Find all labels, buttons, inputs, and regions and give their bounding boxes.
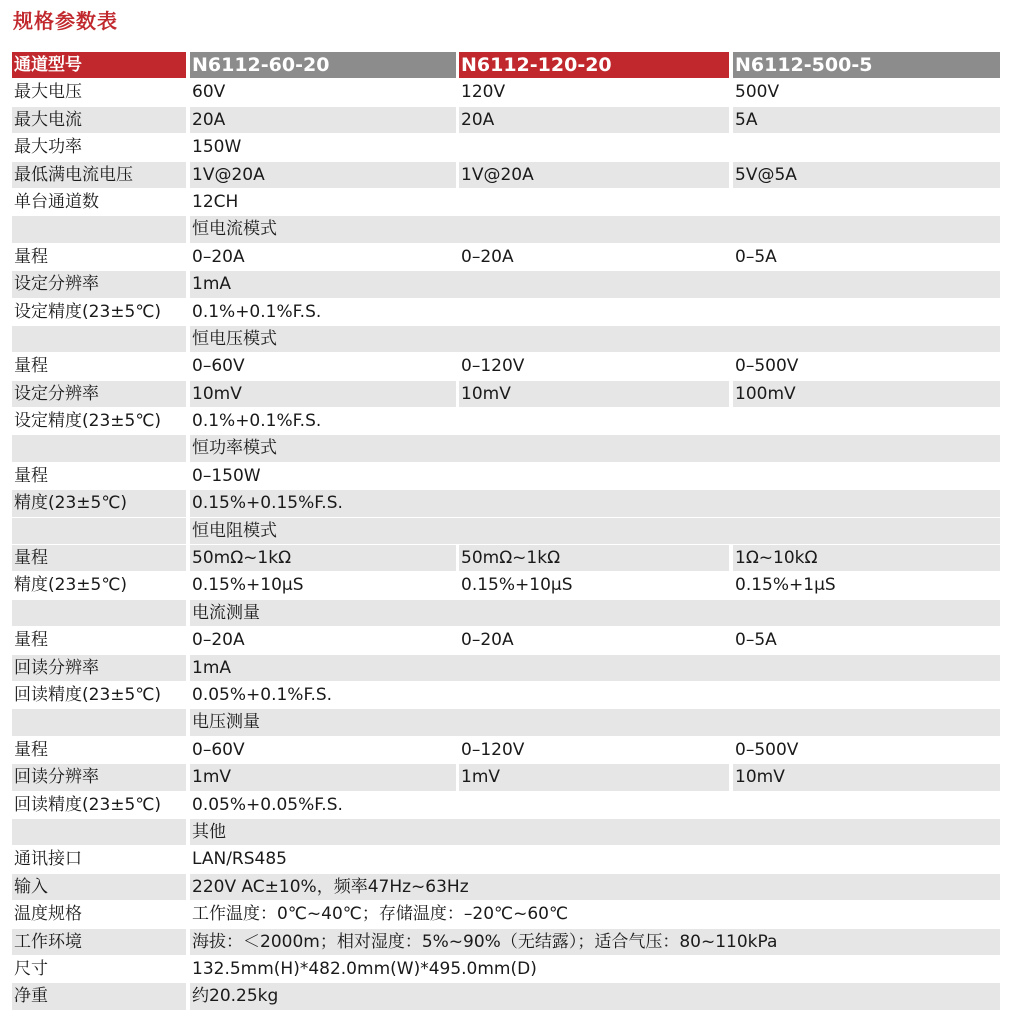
- row-value-model-2: 1V@20A: [459, 162, 729, 188]
- row-value-model-1: 0.15%+10μS: [192, 575, 304, 596]
- row-label: 设定分辨率: [12, 271, 186, 297]
- row-value-model-1: 50mΩ~1kΩ: [190, 545, 456, 571]
- row-label: 最大电流: [12, 107, 186, 133]
- row-value-model-2: 0–20A: [461, 246, 514, 267]
- row-value-all-models: 12CH: [192, 191, 239, 212]
- row-value-model-2: 0–20A: [461, 630, 514, 651]
- table-row: [12, 107, 1000, 134]
- page-title: 规格参数表: [13, 9, 118, 33]
- row-label: 最低满电流电压: [12, 162, 186, 188]
- section-row: [12, 326, 1000, 353]
- row-value-all-models: 0–150W: [192, 465, 261, 486]
- row-label: 量程: [14, 739, 48, 760]
- row-value-model-3: 5A: [733, 107, 1000, 133]
- row-value-all-models: 0.05%+0.1%F.S.: [192, 684, 333, 705]
- row-label: 工作环境: [12, 929, 186, 955]
- row-value-model-1: 1mV: [190, 764, 456, 790]
- row-value-model-2: 1mV: [459, 764, 729, 790]
- row-value-model-1: 0–20A: [192, 246, 245, 267]
- row-label: 最大功率: [14, 137, 82, 158]
- row-value-model-2: 10mV: [459, 381, 729, 407]
- section-title: 恒功率模式: [190, 435, 1000, 461]
- table-row: [12, 134, 1000, 161]
- row-value-model-1: 0–60V: [192, 739, 245, 760]
- table-row: [12, 792, 1000, 819]
- table-row: [12, 572, 1000, 599]
- table-row: [12, 929, 1000, 956]
- table-row: [12, 764, 1000, 791]
- spec-table: [12, 52, 1000, 1011]
- table-row: [12, 271, 1000, 298]
- table-row: [12, 463, 1000, 490]
- row-label: 回读分辨率: [12, 655, 186, 681]
- row-value-model-1: 20A: [190, 107, 456, 133]
- row-label: 通讯接口: [14, 849, 82, 870]
- row-value-model-3: 0–5A: [735, 246, 777, 267]
- row-value-model-3: 0.15%+1μS: [735, 575, 836, 596]
- row-value-model-1: 0–60V: [192, 356, 245, 377]
- table-row: [12, 655, 1000, 682]
- table-row: [12, 874, 1000, 901]
- section-label-cell: [12, 326, 186, 352]
- row-value-model-3: 5V@5A: [733, 162, 1000, 188]
- row-value-model-1: 10mV: [190, 381, 456, 407]
- row-label: 回读精度(23±5℃): [14, 684, 162, 705]
- row-value-all-models: 约20.25kg: [190, 983, 1000, 1009]
- table-row: [12, 901, 1000, 928]
- table-row: [12, 408, 1000, 435]
- row-value-model-2: 50mΩ~1kΩ: [459, 545, 729, 571]
- row-label: 量程: [14, 246, 48, 267]
- row-value-model-3: 1Ω~10kΩ: [733, 545, 1000, 571]
- row-value-all-models: 150W: [192, 137, 242, 158]
- row-label: 精度(23±5℃): [12, 490, 186, 516]
- row-value-model-2: 0–120V: [461, 356, 525, 377]
- row-label: 量程: [14, 465, 48, 486]
- row-value-all-models: 220V AC±10%，频率47Hz~63Hz: [190, 874, 1000, 900]
- section-row: [12, 216, 1000, 243]
- table-row: [12, 737, 1000, 764]
- row-value-model-1: 60V: [192, 82, 226, 103]
- row-label: 设定分辨率: [12, 381, 186, 407]
- row-label: 量程: [12, 545, 186, 571]
- row-label: 设定精度(23±5℃): [14, 301, 162, 322]
- row-value-all-models: 0.15%+0.15%F.S.: [190, 490, 1000, 516]
- table-row: [12, 983, 1000, 1010]
- section-label-cell: [12, 819, 186, 845]
- header-label-cell: 通道型号: [12, 52, 186, 78]
- row-label: 回读精度(23±5℃): [14, 794, 162, 815]
- row-value-all-models: 1mA: [190, 271, 1000, 297]
- row-value-model-3: 0–5A: [735, 630, 777, 651]
- row-label: 精度(23±5℃): [14, 575, 128, 596]
- row-value-model-2: 20A: [459, 107, 729, 133]
- row-value-all-models: 0.1%+0.1%F.S.: [192, 411, 322, 432]
- table-row: [12, 381, 1000, 408]
- table-row: [12, 545, 1000, 572]
- row-label: 温度规格: [14, 904, 82, 925]
- table-row: [12, 956, 1000, 983]
- row-value-all-models: 1mA: [190, 655, 1000, 681]
- section-row: [12, 709, 1000, 736]
- row-value-all-models: LAN/RS485: [192, 849, 287, 870]
- row-label: 设定精度(23±5℃): [14, 411, 162, 432]
- table-row: [12, 299, 1000, 326]
- table-row: [12, 244, 1000, 271]
- section-label-cell: [12, 435, 186, 461]
- section-label-cell: [12, 709, 186, 735]
- row-value-all-models: 工作温度：0℃~40℃；存储温度：–20℃~60℃: [192, 904, 569, 925]
- section-title: 电流测量: [190, 600, 1000, 626]
- row-value-model-3: 500V: [735, 82, 780, 103]
- section-label-cell: [12, 600, 186, 626]
- row-label: 净重: [12, 983, 186, 1009]
- row-label: 回读分辨率: [12, 764, 186, 790]
- row-value-model-2: 120V: [461, 82, 506, 103]
- section-title: 恒电阻模式: [190, 518, 1000, 544]
- model-header-n6112-60-20: N6112-60-20: [190, 52, 456, 78]
- row-value-model-3: 10mV: [733, 764, 1000, 790]
- table-row: [12, 490, 1000, 517]
- table-row: [12, 353, 1000, 380]
- table-row: [12, 682, 1000, 709]
- row-label: 单台通道数: [14, 191, 99, 212]
- model-header-n6112-500-5: N6112-500-5: [733, 52, 1000, 78]
- row-value-model-3: 0–500V: [735, 356, 799, 377]
- section-row: [12, 435, 1000, 462]
- row-label: 最大电压: [14, 82, 82, 103]
- section-title: 电压测量: [190, 709, 1000, 735]
- table-row: [12, 189, 1000, 216]
- row-label: 量程: [14, 356, 48, 377]
- row-value-all-models: 海拔：＜2000m；相对湿度：5%~90%（无结露）；适合气压：80~110kPa: [190, 929, 1000, 955]
- table-row: [12, 627, 1000, 654]
- row-value-model-2: 0.15%+10μS: [461, 575, 573, 596]
- row-value-all-models: 0.05%+0.05%F.S.: [192, 794, 343, 815]
- section-label-cell: [12, 518, 186, 544]
- table-row: [12, 79, 1000, 106]
- table-row: [12, 162, 1000, 189]
- section-row: [12, 819, 1000, 846]
- section-title: 恒电流模式: [190, 216, 1000, 242]
- row-value-model-2: 0–120V: [461, 739, 525, 760]
- row-label: 量程: [14, 630, 48, 651]
- row-value-model-1: 0–20A: [192, 630, 245, 651]
- row-value-all-models: 0.1%+0.1%F.S.: [192, 301, 322, 322]
- row-value-all-models: 132.5mm(H)*482.0mm(W)*495.0mm(D): [192, 958, 537, 979]
- row-value-model-3: 0–500V: [735, 739, 799, 760]
- section-title: 恒电压模式: [190, 326, 1000, 352]
- model-header-n6112-120-20: N6112-120-20: [459, 52, 729, 78]
- row-label: 尺寸: [14, 958, 48, 979]
- row-value-model-1: 1V@20A: [190, 162, 456, 188]
- section-row: [12, 600, 1000, 627]
- section-title: 其他: [190, 819, 1000, 845]
- row-label: 输入: [12, 874, 186, 900]
- table-row: [12, 846, 1000, 873]
- section-label-cell: [12, 216, 186, 242]
- section-row: [12, 518, 1000, 545]
- table-header-row: [12, 52, 1000, 79]
- row-value-model-3: 100mV: [733, 381, 1000, 407]
